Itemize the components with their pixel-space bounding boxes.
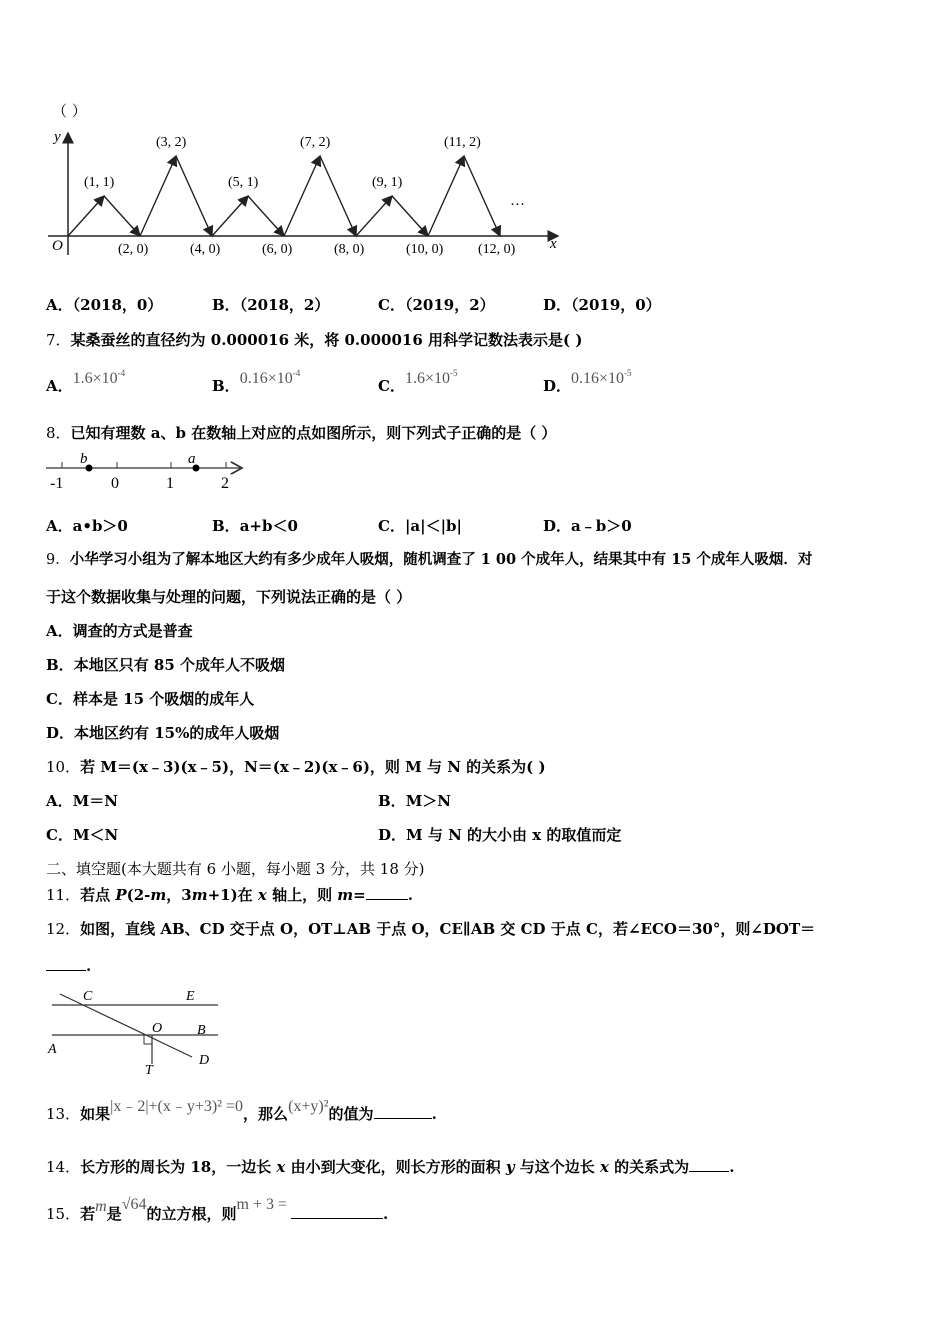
option-text: （2019，2） <box>404 296 495 314</box>
question-number: 14． <box>46 1158 81 1176</box>
section-2-title: 二、填空题(本大题共有 6 小题，每小题 3 分，共 18 分) <box>46 860 425 878</box>
line-cd <box>60 994 192 1057</box>
q14-stem <box>46 1157 734 1177</box>
q9-option-d[interactable] <box>46 723 279 743</box>
base-label: (12, 0) <box>478 242 516 257</box>
var-x: x <box>257 886 267 904</box>
option-base: 1.6×10 <box>72 370 118 387</box>
option-text: 调查的方式是普查 <box>72 622 193 640</box>
text-fragment: 是 <box>106 1205 122 1223</box>
q7-option-a[interactable] <box>46 368 126 395</box>
question-number: 11． <box>46 886 81 904</box>
question-text: 某桑蚕丝的直径约为 0.000016 米，将 0.000016 用科学记数法表示是( ) <box>70 331 583 349</box>
zigzag-segment <box>212 196 248 236</box>
text-fragment: 轴上，则 <box>266 886 338 904</box>
q8-stem <box>46 423 556 443</box>
q9-option-a[interactable] <box>46 621 193 641</box>
option-letter: D． <box>378 826 407 844</box>
q7-option-d[interactable] <box>543 368 632 395</box>
question-number: 8． <box>46 424 71 442</box>
q15-stem <box>46 1196 389 1225</box>
text-fragment: . <box>407 886 413 904</box>
peak-label: (7, 2) <box>300 135 331 150</box>
equation-expression: |x﹣2|+(x﹣y+3)² =0 <box>110 1098 244 1115</box>
origin-label: O <box>52 238 63 254</box>
q9-option-b[interactable] <box>46 655 285 675</box>
var-m: m <box>150 886 167 904</box>
q9-stem-line1 <box>46 550 812 570</box>
text-fragment: 若 <box>80 1205 96 1223</box>
tick-label: 0 <box>111 475 119 492</box>
text-fragment: 与这个边长 <box>514 1158 600 1176</box>
option-text: a•b＞0 <box>72 517 128 535</box>
zigzag-segment <box>176 156 212 236</box>
zigzag-segment <box>428 156 464 236</box>
option-letter: B． <box>212 296 240 314</box>
peak-label: (9, 1) <box>372 175 403 190</box>
question-text: 已知有理数 a、b 在数轴上对应的点如图所示，则下列式子正确的是（ ） <box>70 424 557 442</box>
question-text: 小华学习小组为了解本地区大约有多少成年人吸烟，随机调查了 1 00 个成年人，结果其中有 15 个成年人吸烟．对 <box>69 551 813 568</box>
question-text: 若 M＝(x﹣3)(x﹣5)，N＝(x﹣2)(x﹣6)，则 M 与 N 的关系为( ) <box>80 758 546 776</box>
q6-option-a[interactable] <box>46 295 162 315</box>
answer-blank[interactable] <box>46 956 86 971</box>
zigzag-segment <box>284 156 320 236</box>
option-text: a+b＜0 <box>239 517 298 535</box>
text-fragment: 的值为 <box>328 1105 374 1123</box>
q12-geometry-figure <box>42 982 222 1077</box>
label-a: A <box>48 1042 57 1057</box>
answer-blank[interactable] <box>374 1104 432 1119</box>
tick-label: 2 <box>221 475 229 492</box>
q6-paren: （ ） <box>52 102 87 120</box>
option-text: |a|＜|b| <box>404 517 462 535</box>
option-base: 1.6×10 <box>404 370 450 387</box>
base-label: (10, 0) <box>406 242 444 257</box>
label-t: T <box>145 1063 153 1077</box>
y-axis-label: y <box>54 129 61 145</box>
tick-label: 1 <box>166 475 174 492</box>
q10-option-d[interactable] <box>378 825 621 845</box>
text-fragment: . <box>431 1105 437 1123</box>
text-fragment: . <box>86 957 92 975</box>
text-fragment: 若点 <box>80 886 116 904</box>
sqrt-expression: √64 <box>121 1196 147 1213</box>
zigzag-segment <box>248 196 284 236</box>
var-m: m <box>337 886 354 904</box>
text-fragment: = <box>353 886 366 904</box>
var-m: m <box>191 886 208 904</box>
option-text: 样本是 15 个吸烟的成年人 <box>72 690 255 708</box>
q7-option-c[interactable] <box>378 368 458 395</box>
text-fragment: . <box>382 1205 389 1223</box>
zigzag-segment <box>356 196 392 236</box>
option-letter: B． <box>212 517 240 535</box>
zigzag-segment <box>140 156 176 236</box>
q12-answer-line <box>46 956 91 976</box>
tick-label: -1 <box>50 475 64 492</box>
option-text: （2018，0） <box>72 296 163 314</box>
option-letter: A． <box>46 792 73 810</box>
peak-label: (5, 1) <box>228 175 259 190</box>
var-y: y <box>505 1158 515 1176</box>
q9-option-c[interactable] <box>46 689 254 709</box>
target-expression: (x+y)² <box>288 1098 329 1115</box>
zigzag-segment <box>464 156 500 236</box>
var-x: x <box>276 1158 286 1176</box>
answer-blank[interactable] <box>689 1157 729 1172</box>
zigzag-segment <box>104 196 140 236</box>
x-axis-label: x <box>550 236 557 252</box>
option-letter: D． <box>543 296 572 314</box>
option-letter: B． <box>378 792 406 810</box>
q11-stem <box>46 885 413 905</box>
option-letter: B． <box>212 377 240 395</box>
zigzag-path <box>68 156 500 236</box>
q6-zigzag-graph <box>40 125 570 260</box>
text-fragment: 的关系式为 <box>608 1158 690 1176</box>
zigzag-segment <box>392 196 428 236</box>
text-fragment: . <box>729 1158 735 1176</box>
text-fragment: 如果 <box>80 1105 111 1123</box>
q6-option-b[interactable] <box>212 295 329 315</box>
option-text: M＝N <box>72 792 118 810</box>
label-o: O <box>152 1021 163 1036</box>
question-number: 12． <box>46 920 81 938</box>
q6-option-d[interactable] <box>543 295 661 315</box>
base-label: (2, 0) <box>118 242 149 257</box>
base-label: (6, 0) <box>262 242 293 257</box>
point-b-label: b <box>80 451 88 467</box>
q8-option-b[interactable] <box>212 516 298 536</box>
option-exponent: -5 <box>449 368 458 378</box>
text-fragment: +1)在 <box>207 886 258 904</box>
option-letter: C． <box>378 517 405 535</box>
peak-label: (3, 2) <box>156 135 187 150</box>
q12-stem <box>46 919 815 939</box>
text-fragment: 由小到大变化，则长方形的面积 <box>285 1158 506 1176</box>
q6-option-c[interactable] <box>378 295 495 315</box>
var-m: m <box>95 1198 107 1215</box>
text-fragment: 的立方根，则 <box>146 1205 237 1223</box>
option-letter: C． <box>378 296 405 314</box>
q9-stem-line2: 于这个数据收集与处理的问题，下列说法正确的是（ ） <box>46 588 412 606</box>
text-fragment: ，3 <box>166 886 192 904</box>
q7-option-b[interactable] <box>212 368 301 395</box>
option-text: （2019，0） <box>571 296 661 314</box>
question-number: 7． <box>46 331 71 349</box>
option-letter: C． <box>378 377 405 395</box>
question-number: 10． <box>46 758 81 776</box>
label-b: B <box>197 1023 206 1038</box>
question-number: 9． <box>46 552 70 568</box>
q10-option-a[interactable] <box>46 791 118 811</box>
option-base: 0.16×10 <box>239 370 293 387</box>
option-text: 本地区约有 15%的成年人吸烟 <box>74 724 280 742</box>
label-c: C <box>83 989 93 1004</box>
option-letter: D． <box>543 377 572 395</box>
option-text: M＜N <box>72 826 119 844</box>
option-letter: D． <box>543 517 572 535</box>
option-letter: A． <box>46 296 73 314</box>
option-text: a﹣b＞0 <box>571 517 632 535</box>
q13-stem <box>46 1098 437 1125</box>
question-text: 如图，直线 AB、CD 交于点 O，OT⊥AB 于点 O，CE∥AB 交 CD 于点 C，若∠ECO＝30°，则∠DOT＝ <box>80 920 816 938</box>
q7-stem <box>46 330 582 350</box>
text-fragment: 长方形的周长为 18，一边长 <box>80 1158 277 1176</box>
option-letter: A． <box>46 377 73 395</box>
q8-number-line <box>42 450 252 492</box>
option-exponent: -4 <box>292 368 301 378</box>
graph-ellipsis: … <box>510 193 525 209</box>
base-label: (8, 0) <box>334 242 365 257</box>
option-letter: C． <box>46 690 73 708</box>
option-letter: B． <box>46 656 74 674</box>
option-text: （2018，2） <box>239 296 330 314</box>
answer-blank[interactable] <box>291 1204 383 1219</box>
q10-stem <box>46 757 546 777</box>
q8-option-d[interactable] <box>543 516 632 536</box>
base-label: (4, 0) <box>190 242 221 257</box>
option-letter: D． <box>46 724 75 742</box>
option-text: M＞N <box>405 792 452 810</box>
answer-blank[interactable] <box>366 885 408 900</box>
text-fragment: (2- <box>126 886 151 904</box>
target-expression: m + 3 = <box>236 1196 287 1213</box>
option-text: 本地区只有 85 个成年人不吸烟 <box>73 656 286 674</box>
zigzag-segment <box>320 156 356 236</box>
peak-label: (1, 1) <box>84 175 115 190</box>
option-base: 0.16×10 <box>571 370 625 387</box>
question-number: 15． <box>46 1205 81 1223</box>
q8-option-c[interactable] <box>378 516 462 536</box>
question-number: 13． <box>46 1105 81 1123</box>
label-d: D <box>199 1053 210 1068</box>
option-letter: C． <box>46 826 73 844</box>
q8-option-a[interactable] <box>46 516 128 536</box>
var-p: P <box>115 886 127 904</box>
zigzag-segment <box>68 196 104 236</box>
var-x: x <box>600 1158 609 1176</box>
point-a-label: a <box>188 451 196 467</box>
peak-label: (11, 2) <box>444 135 481 150</box>
q10-option-c[interactable] <box>46 825 118 845</box>
label-e: E <box>186 989 195 1004</box>
text-fragment: ，那么 <box>243 1105 289 1123</box>
option-text: M 与 N 的大小由 x 的取值而定 <box>406 826 622 844</box>
q10-option-b[interactable] <box>378 791 451 811</box>
option-letter: A． <box>46 517 73 535</box>
option-exponent: -4 <box>117 368 126 378</box>
option-letter: A． <box>46 622 73 640</box>
option-exponent: -5 <box>624 368 632 378</box>
